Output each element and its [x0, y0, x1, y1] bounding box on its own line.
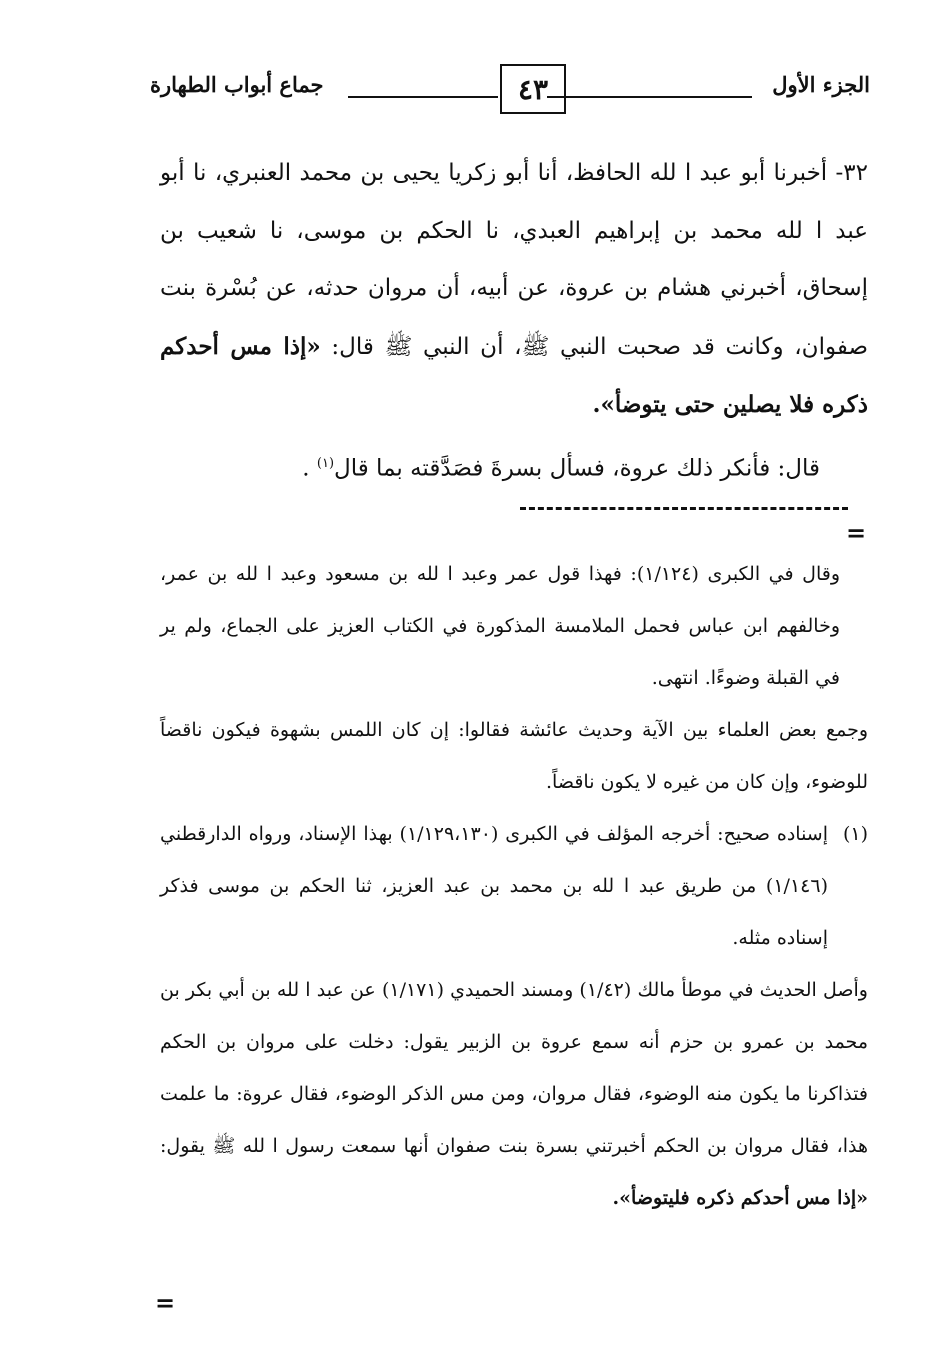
- hadith-end: .: [302, 455, 317, 482]
- page-number: ٤٣: [500, 64, 566, 114]
- hadith-intro: ٣٢- أخبرنا أبو عبد ا لله الحافظ، أنا أبو زكريا يحيى بن محمد العنبري، نا أبو عبد ا لله محمد بن إبراهيم العبدي، نا الحكم بن موسى، نا شعيب بن إسحاق، أخبرني هشام بن عروة، عن أبيه، أن مروان حدثه، عن بُسْرة بنت صفوان، وكانت قد صحبت النبي ﷺ، أن النبي ﷺ قال:: [160, 160, 869, 360]
- page-header: [150, 62, 870, 122]
- hadith-quote: «إذا مس أحدكم ذكره فلا يصلين حتى يتوضأ».: [160, 332, 868, 418]
- hadith-last-line: [160, 435, 820, 498]
- note-paragraph-2: وجمع بعض العلماء بين الآية وحديث عائشة فقالوا: إن كان اللمس بشهوة فيكون ناقضاً للوضوء، وإن كان من غيره لا يكون ناقضاً.: [160, 719, 868, 793]
- footnote-number: (١): [842, 823, 868, 845]
- part-title: الجزء الأول: [772, 72, 870, 97]
- bottom-continuation-mark: =: [155, 1288, 176, 1317]
- hadith-block: [160, 145, 868, 498]
- hadith-text: [160, 145, 868, 435]
- footnote-separator: [520, 507, 848, 510]
- hadith-last-text: قال: فأنكر ذلك عروة، فسأل بسرةَ فصَدَّقته بما قال: [334, 455, 820, 482]
- header-rule-left: [348, 96, 498, 98]
- section-title: جماع أبواب الطهارة: [150, 72, 324, 97]
- footnote-ref: (١): [316, 455, 335, 471]
- note-paragraph-3: [160, 964, 868, 1224]
- note-paragraph-3-text: وأصل الحديث في موطأ مالك (١/٤٢) ومسند الحميدي (١/١٧١) عن عبد ا لله بن أبي بكر بن محمد بن عمرو بن حزم أنه سمع عروة بن الزبير يقول: دخلت على مروان بن الحكم فتذاكرنا ما يكون منه الوضوء، فقال مروان، ومن مس الذكر الوضوء، فقال عروة: ما علمت هذا، فقال مروان بن الحكم أخبرتني بسرة بنت صفوان أنها سمعت رسول ا لله ﷺ يقول:: [160, 979, 868, 1157]
- footnote-text: إسناده صحيح: أخرجه المؤلف في الكبرى (١/١٢٩،١٣٠) بهذا الإسناد، ورواه الدارقطني (١/١٤٦) من طريق عبد ا لله بن محمد بن عبد العزيز، ثنا الحكم بن موسى فذكر إسناده مثله.: [160, 823, 828, 949]
- footnotes: [160, 548, 868, 1224]
- footnote-1: [160, 808, 868, 964]
- header-rule-right: [547, 96, 752, 98]
- continuation-mark: =: [846, 518, 867, 547]
- note-paragraph-3-quote: «إذا مس أحدكم ذكره فليتوضأ».: [612, 1187, 868, 1209]
- note-paragraph-1: وقال في الكبرى (١/١٢٤): فهذا قول عمر وعبد ا لله بن مسعود وعبد ا لله بن عمر، وخالفهم ابن عباس فحمل الملامسة المذكورة في الكتاب العزيز على الجماع، ولم ير في القبلة وضوءًا. انتهى.: [160, 563, 840, 689]
